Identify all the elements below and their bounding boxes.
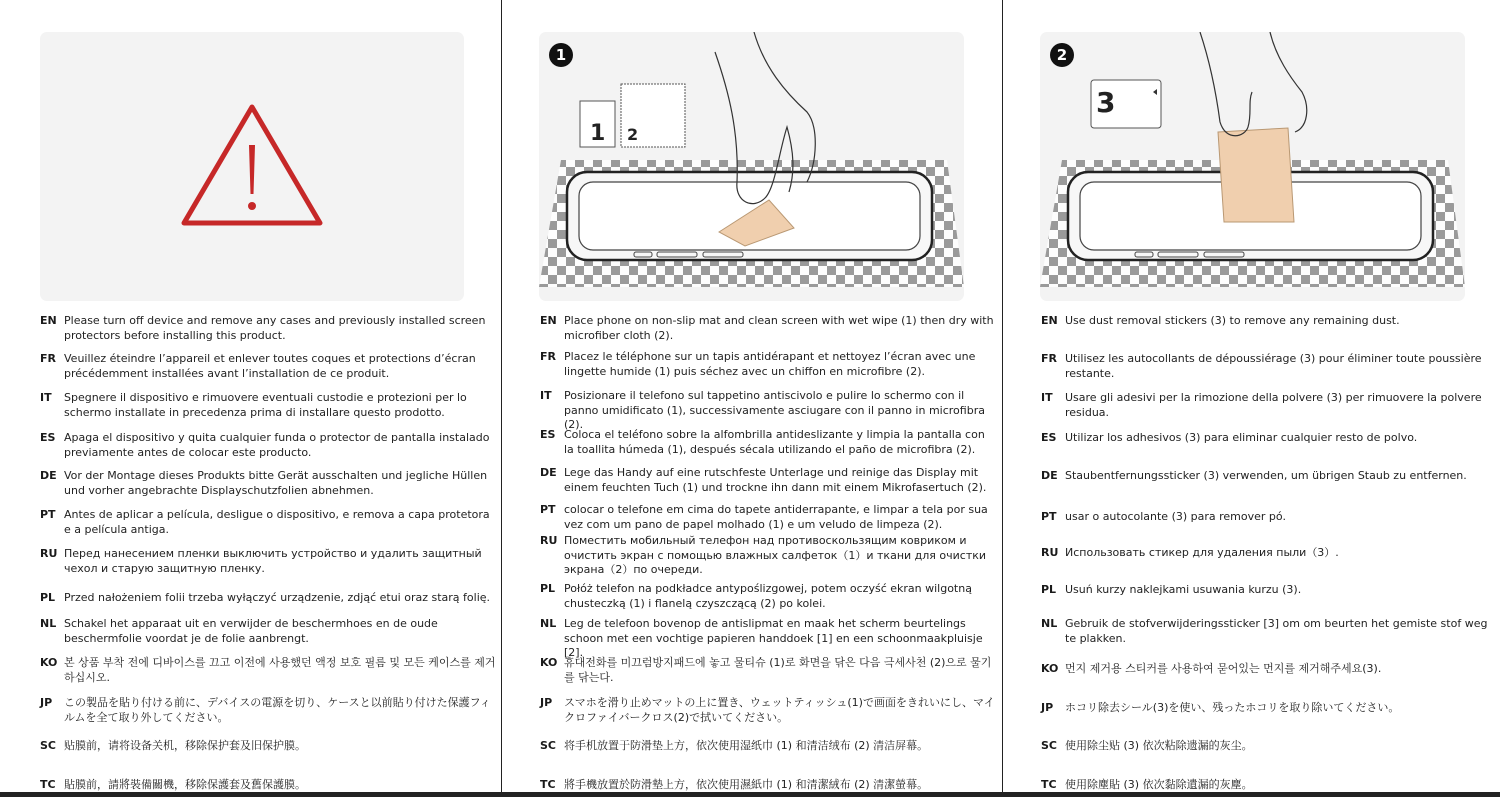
instruction-ko: KO 먼지 제거용 스티커를 사용하여 묻어있는 먼지를 제거해주세요(3). xyxy=(1041,662,1382,675)
step-number-badge: 1 xyxy=(549,43,573,67)
instruction-en: EN Place phone on non-slip mat and clean screen with wet wipe (1) then dry with microfiber cloth (2). xyxy=(540,314,994,342)
dust-sticker xyxy=(1218,128,1294,222)
instruction-ko: KO 휴대전화를 미끄럼방지패드에 놓고 물티슈 (1)로 화면을 닦은 다음 극세사천 (2)으로 물기를 닦는다. xyxy=(540,656,992,684)
instruction-fr: FR Placez le téléphone sur un tapis antidérapant et nettoyez l’écran avec une lingette humide (1) puis séchez avec un chiffon en microfibre (2). xyxy=(540,350,976,378)
instruction-jp: JP ホコリ除去シール(3)を使い、残ったホコリを取り除いてください。 xyxy=(1041,701,1400,714)
instruction-ru: RU Поместить мобильный телефон над противоскользящим ковриком и очистить экран с помощью влажных салфеток（1）и ткани для очистки экрана（2）по очереди. xyxy=(540,534,987,576)
instruction-ko: KO 본 상품 부착 전에 디바이스를 끄고 이전에 사용했던 액정 보호 필름 및 모든 케이스를 제거하십시오. xyxy=(40,656,496,684)
clean-screen-illustration xyxy=(539,32,964,301)
instruction-tc: TC 將手機放置於防滑墊上方，依次使用濕紙巾 (1) 和清潔絨布 (2) 清潔螢幕。 xyxy=(540,778,929,791)
warning-illustration xyxy=(40,32,464,301)
instruction-pl: PL Przed nałożeniem folii trzeba wyłączyć urządzenie, zdjąć etui oraz starą folię. xyxy=(40,591,491,604)
instruction-es: ES Apaga el dispositivo y quita cualquier funda o protector de pantalla instalado previamente antes de colocar este producto. xyxy=(40,431,490,459)
instruction-it: IT Spegnere il dispositivo e rimuovere eventuali custodie e protezioni per lo schermo installate in precedenza prima di installare questo prodotto. xyxy=(40,391,467,419)
svg-text:3: 3 xyxy=(1096,86,1116,119)
instruction-it: IT Posizionare il telefono sul tappetino antiscivolo e pulire lo schermo con il panno umidificato (1), successivamente asciugare con il panno in microfibra (2). xyxy=(540,389,985,431)
instruction-it: IT Usare gli adesivi per la rimozione della polvere (3) per rimuovere la polvere residua. xyxy=(1041,391,1482,419)
instruction-sc: SC 使用除尘贴 (3) 依次粘除遗漏的灰尘。 xyxy=(1041,739,1253,752)
svg-text:2: 2 xyxy=(627,125,639,144)
svg-text:1: 1 xyxy=(590,121,606,146)
column-step-2 xyxy=(1003,0,1500,797)
column-step-1 xyxy=(502,0,1002,797)
warning-triangle-icon xyxy=(40,32,464,301)
instruction-sc: SC 将手机放置于防滑垫上方，依次使用湿纸巾 (1) 和清洁绒布 (2) 清洁屏幕。 xyxy=(540,739,929,752)
instruction-de: DE Vor der Montage dieses Produkts bitte Gerät ausschalten und jegliche Hüllen und vorher angebrachte Displayschutzfolien abnehmen. xyxy=(40,469,488,497)
column-warning xyxy=(0,0,501,797)
instruction-nl: NL Schakel het apparaat uit en verwijder de beschermhoes en de oude beschermfolie voordat je de folie aanbrengt. xyxy=(40,617,438,645)
instruction-jp: JP スマホを滑り止めマットの上に置き、ウェットティッシュ(1)で画面をきれいにし、マイクロファイバークロス(2)で拭いてください。 xyxy=(540,696,995,724)
instruction-nl: NL Leg de telefoon bovenop de antislipmat en maak het scherm beurtelings schoon met een vochtige papieren handdoek [1] en een schoonmaakpluisje [2]. xyxy=(540,617,983,659)
instruction-es: ES Utilizar los adhesivos (3) para eliminar cualquier resto de polvo. xyxy=(1041,431,1418,444)
instruction-pt: PT colocar o telefone em cima do tapete antiderrapante, e limpar a tela por sua vez com um pano de papel molhado (1) e um veludo de limpeza (2). xyxy=(540,503,988,531)
instruction-jp: JP この製品を貼り付ける前に、デバイスの電源を切り、ケースと以前貼り付けた保護フィルムを全て取り外してください。 xyxy=(40,696,491,724)
instruction-tc: TC 使用除塵貼 (3) 依次黏除遺漏的灰塵。 xyxy=(1041,778,1253,791)
instruction-fr: FR Utilisez les autocollants de dépoussiérage (3) pour éliminer toute poussière restante. xyxy=(1041,352,1482,380)
instruction-pl: PL Usuń kurzy naklejkami usuwania kurzu (3). xyxy=(1041,583,1302,596)
instruction-fr: FR Veuillez éteindre l’appareil et enlever toutes coques et protections d’écran précédemment installées avant l’installation de ce produit. xyxy=(40,352,476,380)
instruction-de: DE Lege das Handy auf eine rutschfeste Unterlage und reinige das Display mit einem feuchten Tuch (1) und trockne ihn dann mit einem Mikrofasertuch (2). xyxy=(540,466,987,494)
instruction-ru: RU Перед нанесением пленки выключить устройство и удалить защитный чехол и старую защитную пленку. xyxy=(40,547,482,575)
instruction-en: EN Use dust removal stickers (3) to remove any remaining dust. xyxy=(1041,314,1400,327)
step-number-badge: 2 xyxy=(1050,43,1074,67)
step-2-illustration xyxy=(1040,32,1465,301)
instruction-pt: PT usar o autocolante (3) para remover pó. xyxy=(1041,510,1286,523)
instruction-nl: NL Gebruik de stofverwijderingssticker [3] om om beurten het gemiste stof weg te plakken. xyxy=(1041,617,1488,645)
instruction-tc: TC 貼膜前，請將裝備關機，移除保護套及舊保護膜。 xyxy=(40,778,306,791)
instruction-de: DE Staubentfernungssticker (3) verwenden, um übrigen Staub zu entfernen. xyxy=(1041,469,1467,482)
bottom-border xyxy=(0,792,1500,797)
instruction-en: EN Please turn off device and remove any cases and previously installed screen protectors before installing this product. xyxy=(40,314,486,342)
dust-sticker-illustration xyxy=(1040,32,1465,301)
step-1-illustration xyxy=(539,32,964,301)
instruction-ru: RU Использовать стикер для удаления пыли（3）. xyxy=(1041,546,1339,559)
instruction-sc: SC 贴膜前，请将设备关机，移除保护套及旧保护膜。 xyxy=(40,739,306,752)
instruction-pl: PL Połóż telefon na podkładce antypoślizgowej, potem oczyść ekran wilgotną chusteczką (1) i flanelą czyszczącą (2) po kolei. xyxy=(540,582,972,610)
hand xyxy=(1200,32,1307,136)
instruction-pt: PT Antes de aplicar a película, desligue o dispositivo, e remova a capa protetora e a película antiga. xyxy=(40,508,490,536)
instruction-es: ES Coloca el teléfono sobre la alfombrilla antideslizante y limpia la pantalla con la toallita húmeda (1), después sécala utilizando el paño de microfibra (2). xyxy=(540,428,985,456)
